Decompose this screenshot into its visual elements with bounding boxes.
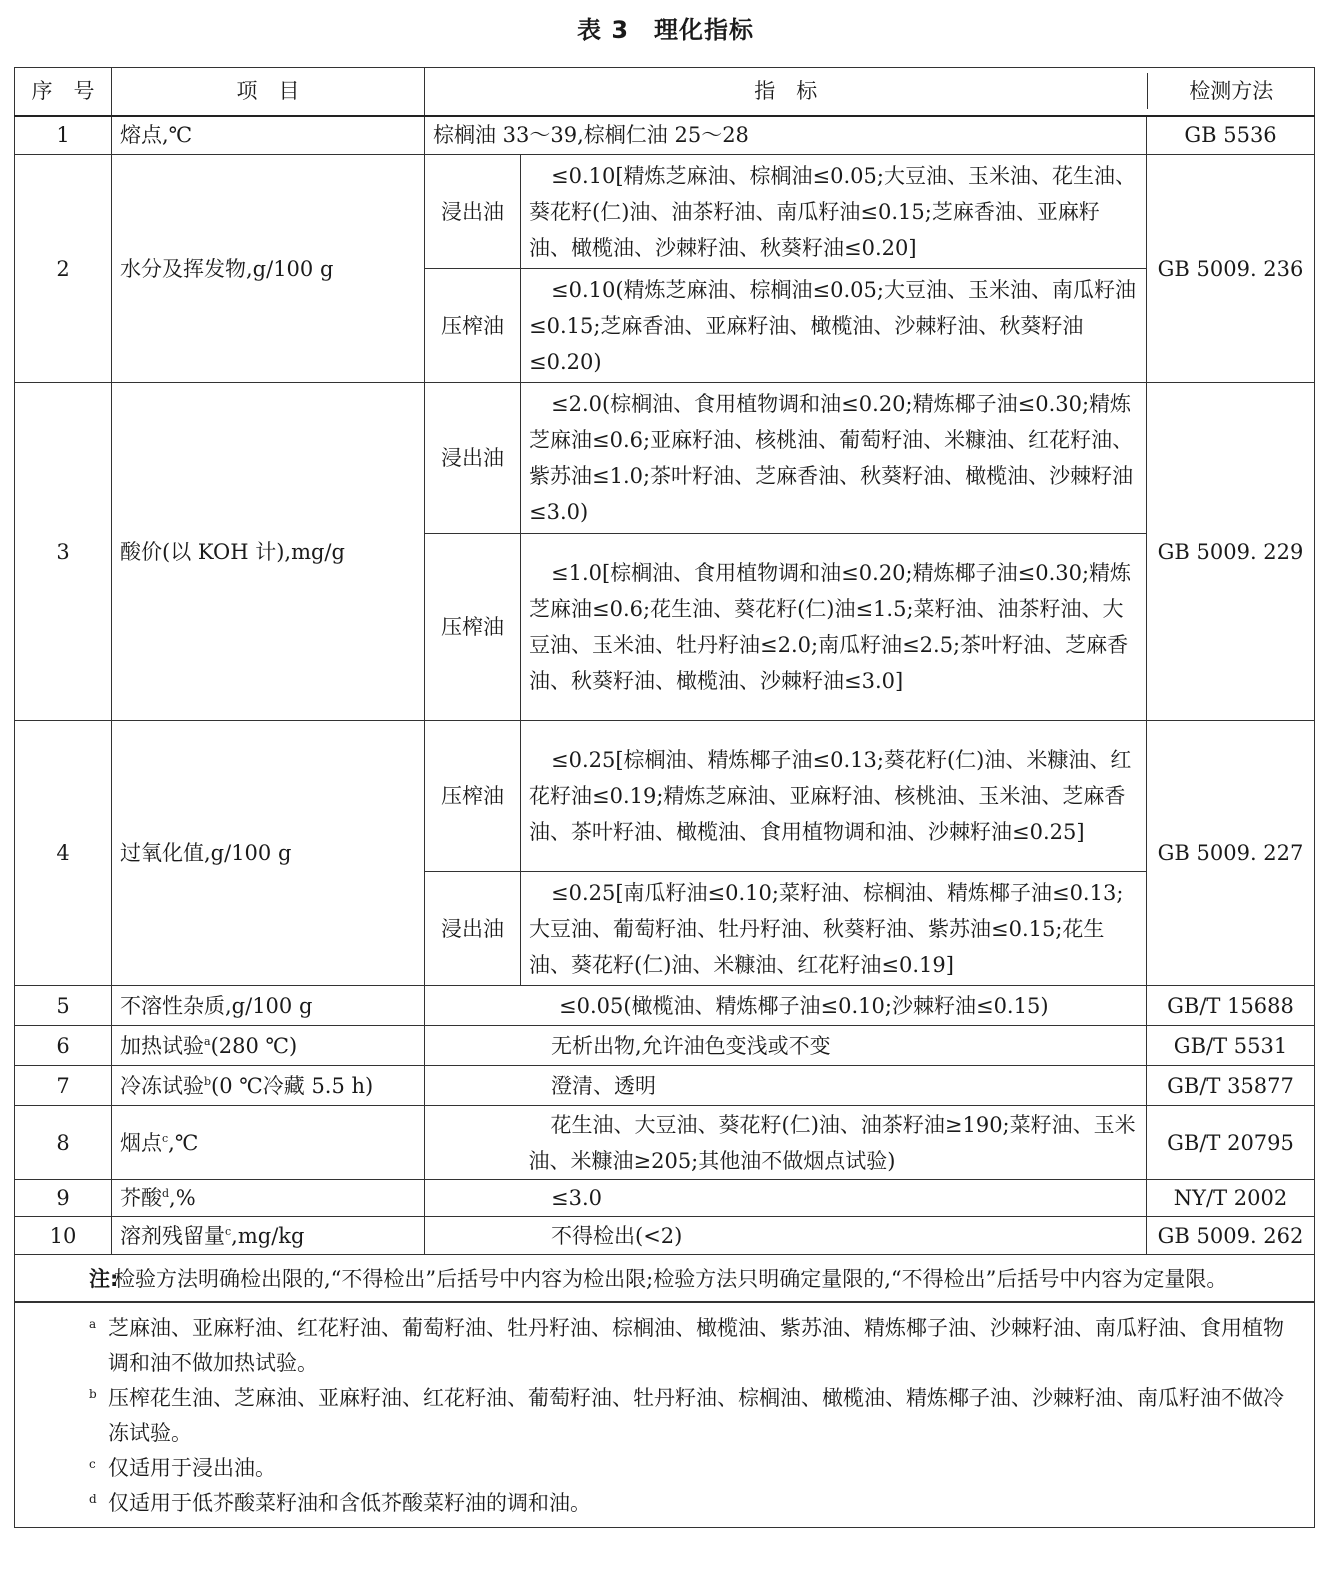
sub-label: 压榨油: [425, 534, 521, 721]
row-seq: 8: [15, 1106, 112, 1180]
footnote-mark: d: [162, 1187, 170, 1200]
row-method: NY/T 2002: [1147, 1180, 1315, 1217]
table-row: [15, 383, 1315, 534]
row-method: GB 5536: [1147, 116, 1315, 155]
row-item: 酸价(以 KOH 计),mg/g: [112, 383, 425, 721]
row-method: GB/T 20795: [1147, 1106, 1315, 1180]
table-title: 表 3 理化指标: [576, 16, 755, 44]
table-row: [15, 1217, 1315, 1255]
physicochemical-table: [14, 67, 1315, 1528]
footnote-text: 压榨花生油、芝麻油、亚麻籽油、红花籽油、葡萄籽油、牡丹籽油、棕榈油、橄榄油、精炼椰子油、沙棘籽油、南瓜籽油不做冷冻试验。: [108, 1386, 1284, 1445]
sub-value: ≤1.0[棕榈油、食用植物调和油≤0.20;精炼椰子油≤0.30;精炼芝麻油≤0.6;花生油、葵花籽(仁)油≤1.5;菜籽油、油茶籽油、大豆油、玉米油、牡丹籽油≤2.0;南瓜籽油≤2.5;茶叶籽油、芝麻香油、秋葵籽油、橄榄油、沙棘籽油≤3.0]: [521, 534, 1147, 721]
footnote-mark: c: [89, 1457, 96, 1471]
row-seq: 1: [15, 116, 112, 155]
row-seq: 3: [15, 383, 112, 721]
table-row: [15, 1106, 1315, 1180]
table-row: [15, 986, 1315, 1026]
row-value: 花生油、大豆油、葵花籽(仁)油、油茶籽油≥190;菜籽油、玉米油、米糠油≥205;其他油不做烟点试验): [521, 1106, 1147, 1180]
row-value: 澄清、透明: [425, 1066, 1147, 1106]
table-row: [15, 1066, 1315, 1106]
table-row: [15, 721, 1315, 872]
row-seq: 5: [15, 986, 112, 1026]
footnote-mark: c: [162, 1131, 169, 1145]
row-method: GB 5009. 236: [1147, 155, 1315, 383]
row-seq: 7: [15, 1066, 112, 1106]
note-text: 检验方法明确检出限的,“不得检出”后括号中内容为检出限;检验方法只明确定量限的,“不得检出”后括号中内容为定量限。: [114, 1267, 1228, 1291]
footnote-mark: a: [204, 1034, 211, 1048]
footnote: [15, 1451, 1314, 1486]
sub-value: ≤0.25[南瓜籽油≤0.10;菜籽油、棕榈油、精炼椰子油≤0.13;大豆油、葡萄籽油、牡丹籽油、秋葵籽油、紫苏油≤0.15;花生油、葵花籽(仁)油、米糠油、红花籽油≤0.19]: [521, 872, 1147, 986]
footnote-mark: a: [89, 1317, 97, 1331]
row-method: GB/T 35877: [1147, 1066, 1315, 1106]
footnote-text: 芝麻油、亚麻籽油、红花籽油、葡萄籽油、牡丹籽油、棕榈油、橄榄油、紫苏油、精炼椰子油、沙棘籽油、南瓜籽油、食用植物调和油不做加热试验。: [108, 1316, 1284, 1375]
row-item: 溶剂残留量$^c$,mg/kg: [112, 1217, 425, 1255]
note-label: 注:: [89, 1267, 119, 1291]
row-seq: 2: [15, 155, 112, 383]
row-item: 烟点$^c$,℃: [112, 1106, 425, 1180]
footnote-text: 仅适用于低芥酸菜籽油和含低芥酸菜籽油的调和油。: [108, 1491, 591, 1515]
footnote-mark: b: [204, 1074, 212, 1088]
row-seq: 6: [15, 1026, 112, 1066]
note-row: [15, 1255, 1315, 1303]
footnote: [15, 1311, 1314, 1381]
footnote-text: 仅适用于浸出油。: [108, 1456, 276, 1480]
row-value: ≤3.0: [425, 1180, 1147, 1217]
table-row: [15, 116, 1315, 155]
row-method: GB/T 15688: [1147, 986, 1315, 1026]
table-note: [15, 1255, 1314, 1302]
row-value: ≤0.05(橄榄油、精炼椰子油≤0.10;沙棘籽油≤0.15): [425, 986, 1147, 1026]
row-seq: 10: [15, 1217, 112, 1255]
row-method: GB/T 5531: [1147, 1026, 1315, 1066]
row-item: 冷冻试验$^b$(0 ℃冷藏 5.5 h): [112, 1066, 425, 1106]
footnote-mark: b: [89, 1387, 97, 1401]
footnote-mark: c: [225, 1224, 232, 1238]
row-item: 水分及挥发物,g/100 g: [112, 155, 425, 383]
row-item: 加热试验$^a$(280 ℃): [112, 1026, 425, 1066]
row-seq: 4: [15, 721, 112, 986]
sub-value: ≤2.0(棕榈油、食用植物调和油≤0.20;精炼椰子油≤0.30;精炼芝麻油≤0.6;亚麻籽油、核桃油、葡萄籽油、米糠油、红花籽油、紫苏油≤1.0;茶叶籽油、芝麻香油、秋葵籽油、橄榄油、沙棘籽油≤3.0): [521, 383, 1147, 534]
table-row: [15, 155, 1315, 269]
row-value: 不得检出(<2): [425, 1217, 1147, 1255]
sub-label: 浸出油: [425, 383, 521, 534]
sub-label: 浸出油: [425, 872, 521, 986]
header-indicator: 指 标: [425, 73, 1147, 109]
header-method: 检测方法: [1189, 79, 1274, 104]
row-method: GB 5009. 262: [1147, 1217, 1315, 1255]
header-seq: 序 号: [15, 68, 112, 116]
footnote-mark: d: [89, 1492, 97, 1506]
row-method: GB 5009. 227: [1147, 721, 1315, 986]
table-row: [15, 1180, 1315, 1217]
footnote: [15, 1381, 1314, 1451]
sub-value: ≤0.10(精炼芝麻油、棕榈油≤0.05;大豆油、玉米油、南瓜籽油≤0.15;芝麻香油、亚麻籽油、橄榄油、沙棘籽油、秋葵籽油≤0.20): [521, 269, 1147, 383]
row-item: 不溶性杂质,g/100 g: [112, 986, 425, 1026]
sub-label: 压榨油: [425, 721, 521, 872]
row-seq: 9: [15, 1180, 112, 1217]
footnotes-row: [15, 1303, 1315, 1528]
table-row: [15, 1026, 1315, 1066]
sub-value: ≤0.10[精炼芝麻油、棕榈油≤0.05;大豆油、玉米油、花生油、葵花籽(仁)油、油茶籽油、南瓜籽油≤0.15;芝麻香油、亚麻籽油、橄榄油、沙棘籽油、秋葵籽油≤0.20]: [521, 155, 1147, 269]
header-item: 项 目: [112, 68, 425, 116]
row-value: 棕榈油 33～39,棕榈仁油 25～28: [425, 116, 1147, 155]
row-item: 芥酸$^d$,%: [112, 1180, 425, 1217]
row-item: 过氧化值,g/100 g: [112, 721, 425, 986]
footnote: [15, 1486, 1314, 1521]
row-method: GB 5009. 229: [1147, 383, 1315, 721]
header-row: [15, 68, 1315, 116]
sub-value: ≤0.25[棕榈油、精炼椰子油≤0.13;葵花籽(仁)油、米糠油、红花籽油≤0.19;精炼芝麻油、亚麻籽油、核桃油、玉米油、芝麻香油、茶叶籽油、橄榄油、食用植物调和油、沙棘籽油≤0.25]: [521, 721, 1147, 872]
sub-label: 压榨油: [425, 269, 521, 383]
row-item: 熔点,℃: [112, 116, 425, 155]
row-value: 无析出物,允许油色变浅或不变: [425, 1026, 1147, 1066]
sub-label: 浸出油: [425, 155, 521, 269]
